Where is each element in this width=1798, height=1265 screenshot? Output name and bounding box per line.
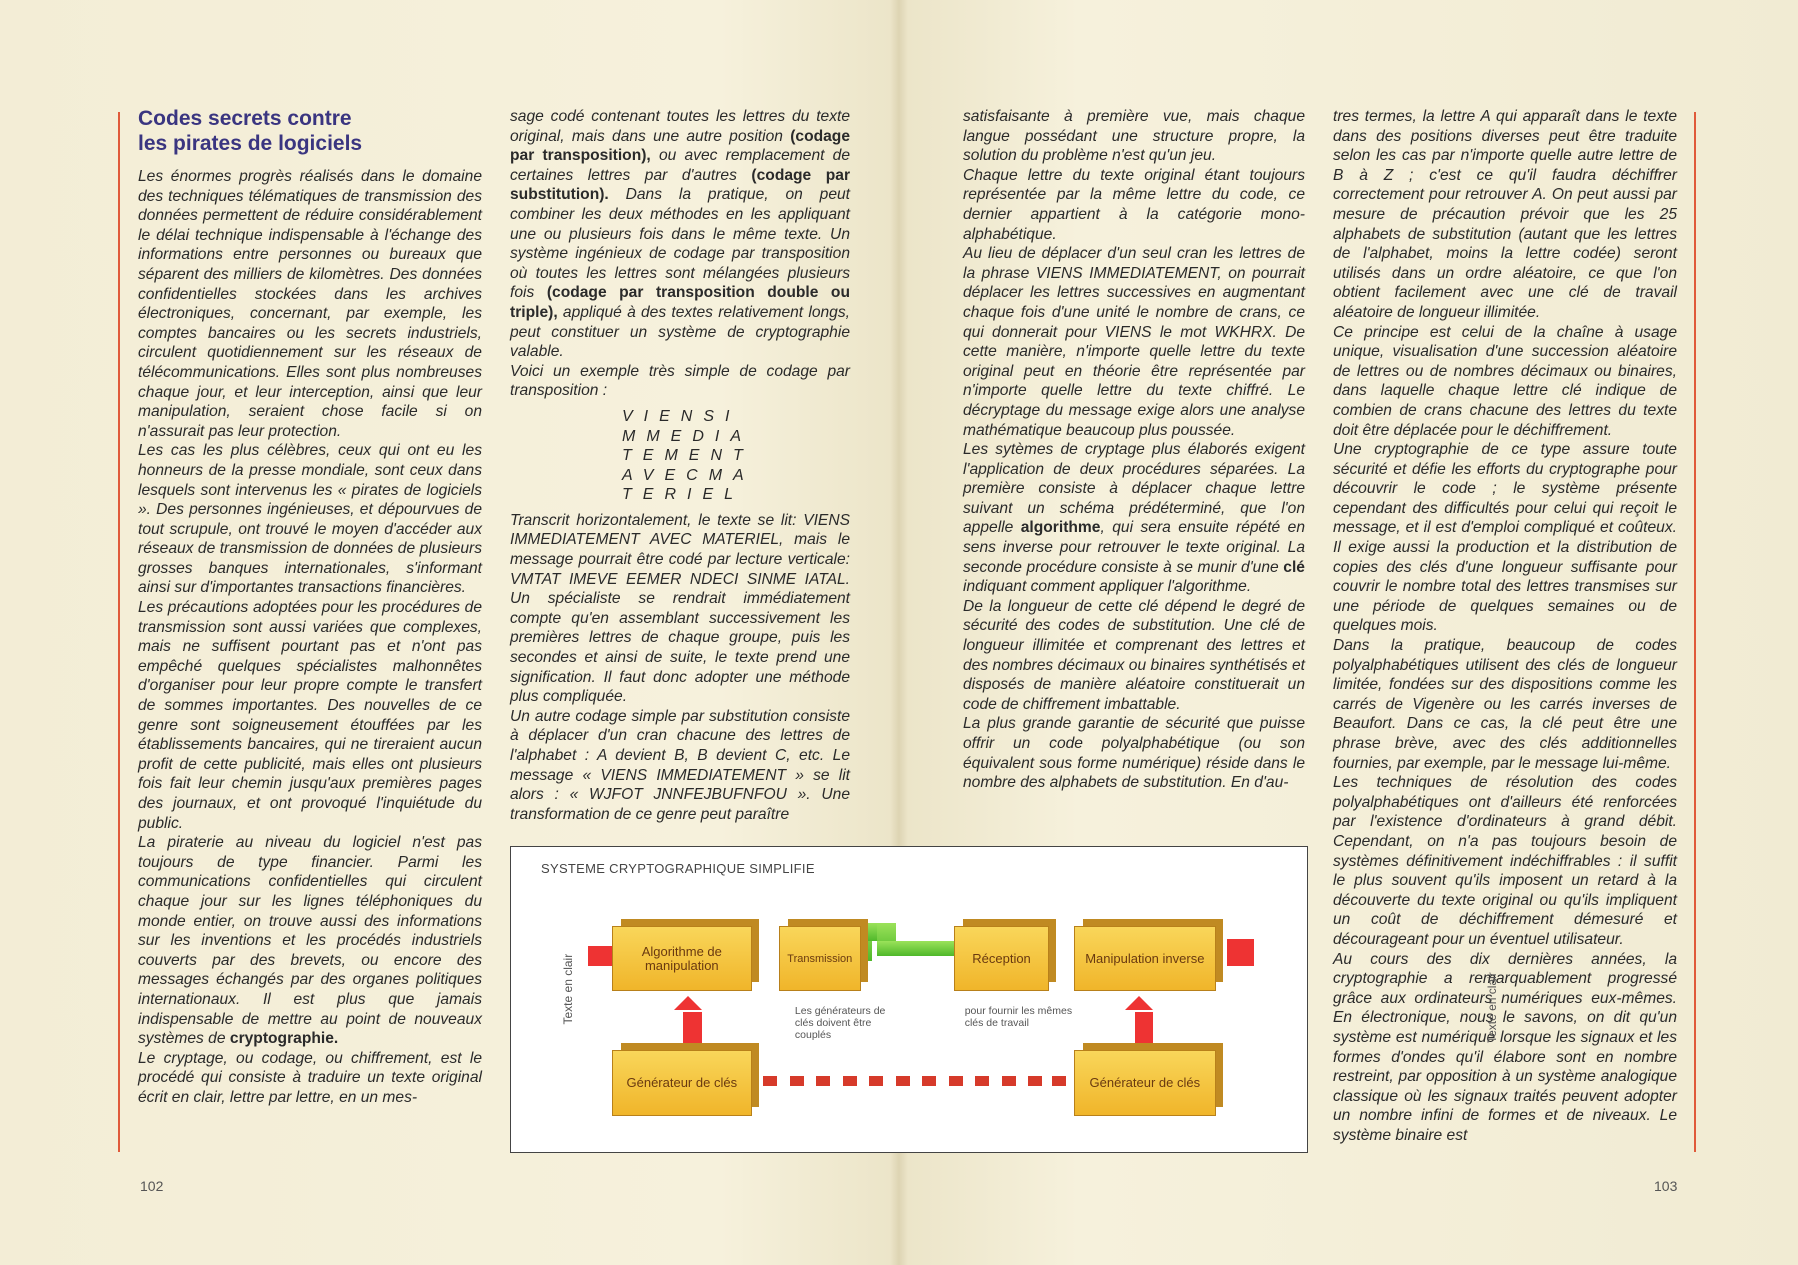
transposition-grid [622,407,850,505]
right-column-2 [1333,107,1677,1145]
paragraph: Au lieu de déplacer d'un seul cran les lettres de la phrase VIENS IMMEDIATEMENT, on pourrait déplacer les lettres successives en augmentant chaque fois d'une unité le nombre de crans, ce qui donnerait pour VIENS le mot WKHRX. De cette manière, n'importe quelle lettre du texte original peut en théorie être représentée par n'importe quelle lettre du texte chiffré. Le décryptage du message exige alors une analyse mathématique beaucoup plus poussée. [963,245,1305,439]
coupling-dash [949,1076,963,1086]
paragraph: satisfaisante à première vue, mais chaque langue possédant une structure propre, la solution du problème n'est qu'un jeu. [963,108,1305,165]
right-margin-rule [1694,112,1696,1152]
paragraph-text: Dans la pratique, on peut combiner les deux méthodes en les appliquant une ou plusieurs fois dans le même texte. Un système ingénieux de codage par transposition où toutes les lettres sont mélangées plusieurs fois [510,186,850,302]
coupling-dash [843,1076,857,1086]
key-arrow-left [683,1012,702,1045]
paragraph: Chaque lettre du texte original étant toujours représentée par la même lettre du code, ce dernier appartient à la catégorie mono-alphabétique. [963,166,1305,243]
key-generator-right: Générateur de clés [1074,1050,1217,1116]
article-heading [138,106,468,156]
crypto-diagram [510,846,1499,1153]
paragraph: Les énormes progrès réalisés dans le domaine des techniques télématiques de transmission des données permettent de réduire considérablement le délai technique indispensable à l'échange des informations entre personnes ou bureaux que séparent des milliers de kilomètres. Des données confidentielles stockées dans les archives électroniques, concernant, par exemple, les comptes bancaires ou les secrets industriels, circulent quotidiennement sur les réseaux de télécommunications. Elles sont plus nombreuses chaque jour, et leur interception, ainsi que leur manipulation, seraient chose facile si on n'assurait pas leur protection. [138,168,482,440]
heading-line-1: Codes secrets contre [138,107,352,130]
inverse-manipulation-block: Manipulation inverse [1074,926,1217,992]
paragraph: tres termes, la lettre A qui apparaît dans le texte dans des positions diverses peut être traduite selon les cas par n'importe quelle autre lettre de B à Z ; c'est ce qu'il faudra déchiffrer correctement pour retrouver A. On peut aussi par mesure de précaution prévoir que les 25 alphabets de substitution (autant que les lettres de l'alphabet, moins la lettre codée) seront utilisés dans un ordre aléatoire, ce que l'on obtient facilement avec une clé de travail aléatoire de longueur illimitée. [1333,108,1677,321]
paragraph-text: indiquant comment appliquer l'algorithme. [963,578,1252,596]
paragraph: Une cryptographie de ce type assure toute sécurité et défie les efforts du cryptographe pour découvrir le code ; le système présente cependant des difficultés pour celui qui reçoit le message, et il est d'emploi compliqué et coûteux. Il exige aussi la production et la distribution de copies des clés d'une longueur suffisante pour couvrir le nombre total des lettres transmises sur une période de quelques semaines ou de quelques mois. [1333,441,1677,635]
bold-term: clé [1283,558,1305,576]
transmission-block: Transmission [779,926,861,992]
paragraph-text: La piraterie au niveau du logiciel n'est pas toujours de type financier. Parmi les communications confidentielles qui circulent chaque jour sur les lignes téléphoniques du monde entier, on trouve aussi des informations sur les inventions et les procédés industriels couverts par des brevets, ou encore des messages échangés par des organes politiques internationaux. Il est plus que jamais indispensable de mettre au point de nouveaux systèmes de [138,834,482,1048]
bold-term: cryptographie. [229,1030,339,1048]
paragraph: Les précautions adoptées pour les procédures de transmission sont aussi variées que complexes, mais ne suffisent pourtant pas et n'ont pas empêché quelques spécialistes malhonnêtes d'organiser pour leur propre compte le transfert de sommes importantes. Des nouvelles de ce genre sont soigneusement étouffées par les établissements bancaires, qui ne tireraient aucun profit de cette publicité, mais elles ont plusieurs fois fait leur chemin jusqu'aux premières pages des journaux, et ont provoqué l'inquiétude du public. [138,599,482,832]
coupling-dash [869,1076,883,1086]
paragraph [963,440,1305,597]
plaintext-out-label: Texte en clair [1484,971,1499,1043]
right-column-1 [963,107,1305,793]
paragraph-text: appliqué à des textes relativement longs, peut constituer un système de cryptographie valable. [510,303,850,361]
paragraph-text: sage codé contenant toutes les lettres du texte original, mais dans une autre position [510,108,850,145]
coupling-dash [896,1076,910,1086]
grid-row: TEMENT [622,447,754,465]
plaintext-in-label: Texte en clair [561,954,576,1025]
page-number-right: 103 [1654,1178,1678,1194]
grid-row: TERIEL [622,486,745,504]
coupling-dash [922,1076,936,1086]
paragraph: De la longueur de cette clé dépend le degré de sécurité des codes de substitution. Une clé de longueur illimitée et comprenant des lettres et des nombres décimaux ou binaires synthétisés et disposés de manière aléatoire constituerait un code de chiffrement imbattable. [963,597,1305,713]
left-column-1 [138,167,482,1108]
coupling-dash [763,1076,777,1086]
left-column-2 [510,107,850,824]
bold-term: (codage par transposition double ou triple), [510,284,850,321]
paragraph: Un autre codage simple par substitution consiste à déplacer d'un cran chacune des lettres de l'alphabet : A devient B, B devient C, etc. Le message « VIENS IMMEDIATEMENT » se lit alors : « WJFOT JNNFEJBUFNFOU ». Une transformation de ce genre peut paraître [510,707,850,823]
key-arrowhead-right [1125,996,1153,1010]
bold-term: (codage par substitution). [510,166,851,204]
transmission-channel [877,941,957,956]
grid-row: AVECMA [622,466,755,484]
paragraph [510,107,850,362]
input-arrow [588,946,612,966]
diagram-title: SYSTEME CRYPTOGRAPHIQUE SIMPLIFIE [541,861,815,876]
paragraph: Dans la pratique, beaucoup de codes polyalphabétiques utilisent des clés de longueur limitée, fondées sur des dispositions comme les carrés de Vigenère ou les carrés inverses de Beaufort. Dans ce cas, la clé peut être une phrase brève, avec des clés additionnelles fournies, par exemple, par le message lui-même. [1333,637,1677,772]
paragraph: Transcrit horizontalement, le texte se lit: VIENS IMMEDIATEMENT AVEC MATERIEL, mais le message pourrait être codé par lecture verticale: VMTAT IMEVE EEMER NDECI SINME IATAL. Un spécialiste se rendrait immédiatement compte qu'en assemblant successivement les premières lettres de chaque groupe, puis les secondes et ainsi de suite, le texte prend une signification. Il faut donc adopter une méthode plus compliquée. [510,511,850,706]
paragraph-text: Les sytèmes de cryptage plus élaborés exigent l'application de deux procédures séparées. La première consiste à déplacer chaque lettre suivant un schéma prédéterminé, que l'on appelle [963,441,1305,537]
bold-term: (codage par transposition), [510,127,850,165]
key-arrowhead-left [674,996,702,1010]
paragraph: Le cryptage, ou codage, ou chiffrement, est le procédé qui consiste à traduire un texte original écrit en clair, lettre par lettre, en un mes- [138,1049,482,1106]
coupling-dash [1028,1076,1042,1086]
paragraph: Voici un exemple très simple de codage par transposition : [510,362,850,400]
paragraph: La plus grande garantie de sécurité que puisse offrir un code polyalphabétique (ou son équivalent sous forme numérique) réside dans le nombre des alphabets de substitution. En d'au- [963,715,1305,792]
output-arrow [1227,939,1254,967]
paragraph: Les cas les plus célèbres, ceux qui ont eu les honneurs de la presse mondiale, sont ceux dans lesquels sont intervenus les « pirates de logiciels ». Des personnes ingénieuses, et dépourvues de tout scrupule, ont trouvé le moyen d'accéder aux réseaux de transmission de données de plusieurs grosses banques internationales, s'informant ainsi sur d'importantes transactions financières. [138,442,482,597]
key-arrow-right [1135,1012,1154,1045]
paragraph-text: , qui sera ensuite répété en sens inverse pour retrouver le texte original. La seconde procédure consiste à se munir d'une [963,519,1305,576]
key-generator-left: Générateur de clés [612,1050,752,1116]
paragraph: Ce principe est celui de la chaîne à usage unique, visualisation d'une succession aléatoire de lettres ou de nombres décimaux ou binaires, dans laquelle chaque lettre clé indique de combien de crans chacune des lettres du texte doit être déplacée pour le déchiffrement. [1333,323,1677,439]
left-margin-rule [118,112,120,1152]
algorithm-block: Algorithme de manipulation [612,926,752,992]
working-keys-note: pour fournir les mêmes clés de travail [964,1004,1073,1029]
paragraph: Au cours des dix dernières années, la cryptographie a remarquablement progressé grâce aux ordinateurs numériques eux-mêmes. En électronique, nous le savons, on dit qu'un système est numérique lorsque les signaux et les formes d'ondes qu'il élabore sont en nombre restreint, par opposition à un système analogique classique où les signaux traités peuvent adopter un nombre infini de formes et de niveaux. Le système binaire est [1333,950,1677,1144]
bold-term: algorithme [1020,519,1101,537]
coupling-dash [1052,1076,1066,1086]
paragraph-text: ou avec remplacement de certaines lettres par d'autres [510,147,850,184]
grid-row: VIENSI [622,407,741,425]
grid-row: MMEDIA [622,427,752,445]
reception-block: Réception [954,926,1049,992]
page-number-left: 102 [140,1178,164,1194]
coupling-dash [975,1076,989,1086]
coupling-dash [1002,1076,1016,1086]
heading-line-2: les pirates de logiciels [138,132,363,155]
coupling-dash [816,1076,830,1086]
paragraph [138,833,482,1049]
coupling-note: Les générateurs de clés doivent être couplés [794,1004,886,1041]
coupling-dash [790,1076,804,1086]
paragraph: Les techniques de résolution des codes polyalphabétiques ont d'ailleurs été renforcées par l'existence d'ordinateurs à grand débit. Cependant, on n'a pas toujours besoin de systèmes définitivement indéchiffrables : il suffit le plus souvent qu'ils imposent un retard à la découverte du texte original ou qu'ils impliquent un coût de déchiffrement démesuré et décourageant pour un éventuel utilisateur. [1333,774,1677,948]
